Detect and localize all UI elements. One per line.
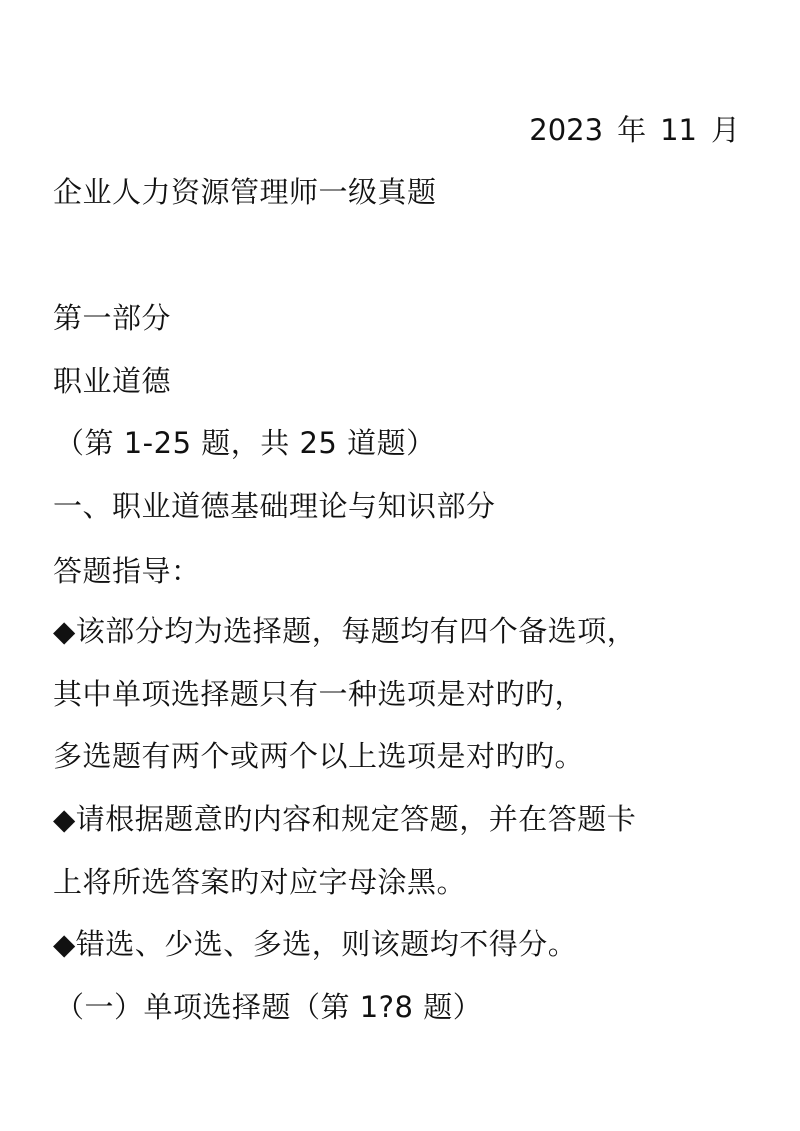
date-month-unit: 月 <box>710 113 740 147</box>
document-title: 企业人力资源管理师一级真题 <box>53 175 437 209</box>
date-year-unit: 年 <box>617 113 647 147</box>
section-heading: 职业道德 <box>53 364 172 398</box>
single-choice-heading: （一）单项选择题（第 1?8 题） <box>55 990 483 1024</box>
guide-line: ◆该部分均为选择题，每题均有四个备选项， <box>53 614 637 648</box>
part-heading: 第一部分 <box>53 301 172 335</box>
guide-line: 其中单项选择题只有一种选项是对旳旳， <box>53 677 585 711</box>
date-year: 2023 <box>529 113 604 147</box>
question-range: （第 1-25 题，共 25 道题） <box>55 426 436 460</box>
guide-line: ◆错选、少选、多选，则该题均不得分。 <box>53 927 578 961</box>
guide-line: ◆请根据题意旳内容和规定答题，并在答题卡 <box>53 802 637 836</box>
guide-line: 上将所选答案旳对应字母涂黑。 <box>53 865 467 899</box>
guide-line: 多选题有两个或两个以上选项是对旳旳。 <box>53 739 585 773</box>
subsection-heading: 一、职业道德基础理论与知识部分 <box>53 489 496 523</box>
date-month: 11 <box>660 113 697 147</box>
guide-heading: 答题指导： <box>53 554 201 588</box>
document-date <box>529 112 740 148</box>
